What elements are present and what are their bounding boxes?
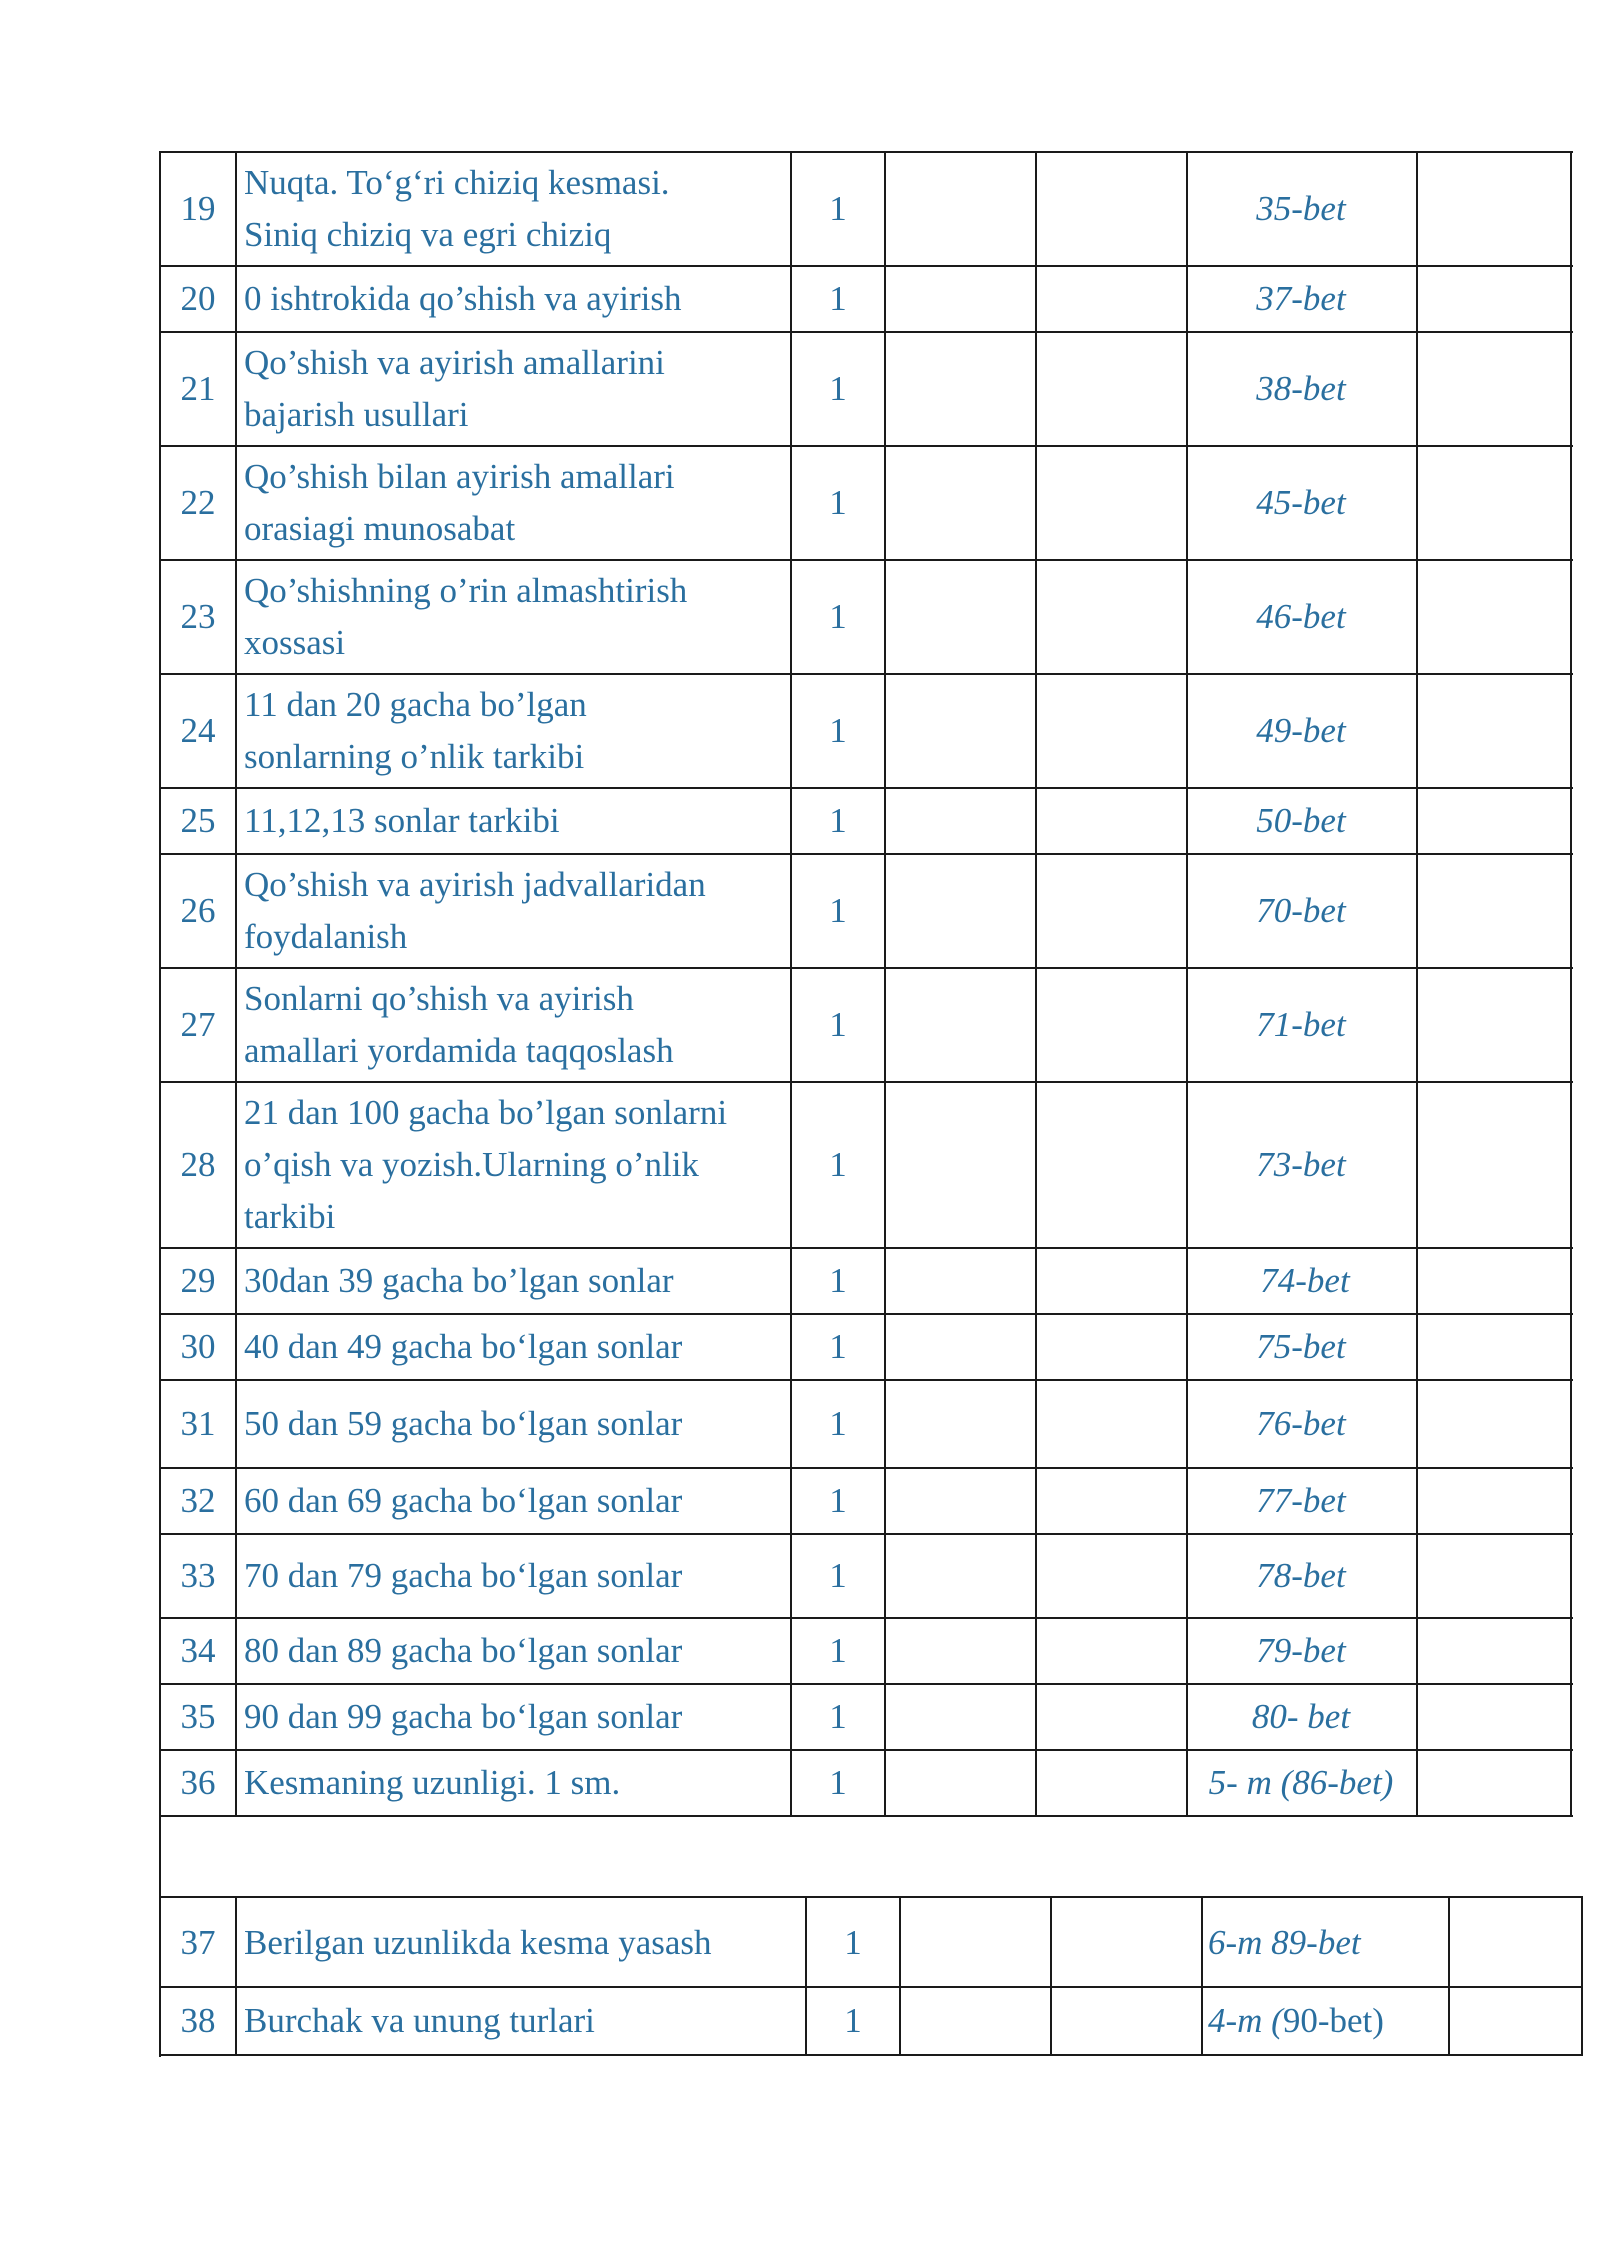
lesson-topic: Sonlarni qo’shish va ayirish amallari yordamida taqqoslash — [244, 979, 674, 1070]
row-number: 30 — [180, 1327, 216, 1366]
table-border — [159, 265, 1573, 267]
table-row — [0, 152, 1600, 266]
row-number: 28 — [180, 1145, 216, 1184]
page-reference: 76-bet — [1256, 1404, 1346, 1443]
table-border — [159, 1815, 1573, 1817]
table-border — [1448, 1896, 1450, 2056]
row-number: 32 — [180, 1481, 216, 1520]
page-reference: 45-bet — [1256, 483, 1346, 522]
table-border — [235, 151, 237, 1817]
table-border — [159, 673, 1573, 675]
page-reference: 75-bet — [1256, 1327, 1346, 1366]
lesson-topic: 80 dan 89 gacha bo‘lgan sonlar — [244, 1631, 683, 1670]
lesson-topic: 40 dan 49 gacha bo‘lgan sonlar — [244, 1327, 683, 1366]
table-border — [159, 1313, 1573, 1315]
row-number: 38 — [180, 2001, 216, 2040]
table-border — [159, 331, 1573, 333]
lesson-hours: 1 — [829, 1327, 847, 1366]
lesson-hours: 1 — [829, 1763, 847, 1802]
lesson-hours: 1 — [844, 2001, 862, 2040]
table-border — [159, 151, 1573, 153]
table-border — [1186, 151, 1188, 1817]
table-border — [159, 1896, 1583, 1898]
lesson-topic: Qo’shish va ayirish amallarini bajarish usullari — [244, 343, 665, 434]
table-border — [159, 559, 1573, 561]
table-border — [1201, 1896, 1203, 2056]
lesson-hours: 1 — [829, 1404, 847, 1443]
table-row — [0, 968, 1600, 1082]
table-row — [0, 560, 1600, 674]
row-number: 21 — [180, 369, 216, 408]
table-row — [0, 266, 1600, 332]
table-border — [1416, 151, 1418, 1817]
lesson-hours: 1 — [829, 279, 847, 318]
lesson-topic: 11 dan 20 gacha bo’lgan sonlarning o’nlik tarkibi — [244, 685, 587, 776]
lesson-hours: 1 — [829, 483, 847, 522]
lesson-topic: 60 dan 69 gacha bo‘lgan sonlar — [244, 1481, 683, 1520]
row-number: 26 — [180, 891, 216, 930]
table-border — [899, 1896, 901, 2056]
table-row — [0, 1684, 1600, 1750]
page-reference: 37-bet — [1256, 279, 1346, 318]
row-number: 22 — [180, 483, 216, 522]
table-border — [159, 1749, 1573, 1751]
table-row — [0, 1082, 1600, 1248]
lesson-topic: Kesmaning uzunligi. 1 sm. — [244, 1763, 621, 1802]
table-border — [159, 1467, 1573, 1469]
page-reference: 74-bet — [1260, 1261, 1350, 1300]
row-number: 31 — [180, 1404, 216, 1443]
table-border — [1050, 1896, 1052, 2056]
table-border — [159, 1247, 1573, 1249]
lesson-topic: 70 dan 79 gacha bo‘lgan sonlar — [244, 1556, 683, 1595]
table-border — [159, 2054, 1583, 2056]
lesson-hours: 1 — [829, 1261, 847, 1300]
page-reference: 71-bet — [1256, 1005, 1346, 1044]
page-reference: 77-bet — [1256, 1481, 1346, 1520]
page-reference: 49-bet — [1256, 711, 1346, 750]
lesson-hours: 1 — [829, 189, 847, 228]
lesson-topic: 90 dan 99 gacha bo‘lgan sonlar — [244, 1697, 683, 1736]
table-row — [0, 1618, 1600, 1684]
table-border — [159, 1081, 1573, 1083]
table-border — [790, 151, 792, 1817]
page-reference: 46-bet — [1256, 597, 1346, 636]
lesson-hours: 1 — [829, 1145, 847, 1184]
table-border — [159, 1379, 1573, 1381]
lesson-topic: 0 ishtrokida qo’shish va ayirish — [244, 279, 682, 318]
lesson-topic: Burchak va unung turlari — [244, 2001, 595, 2040]
page-reference: 5- m (86-bet) — [1208, 1763, 1394, 1802]
table-row — [0, 1750, 1600, 1816]
table-row — [0, 1898, 1600, 1988]
row-number: 37 — [180, 1923, 216, 1962]
table-row — [0, 674, 1600, 788]
table-row — [0, 332, 1600, 446]
lesson-topic: Qo’shish va ayirish jadvallaridan foydalanish — [244, 865, 706, 956]
lesson-hours: 1 — [829, 1481, 847, 1520]
lesson-hours: 1 — [829, 1005, 847, 1044]
lesson-topic: 11,12,13 sonlar tarkibi — [244, 801, 560, 840]
lesson-hours: 1 — [829, 891, 847, 930]
page-reference: 70-bet — [1256, 891, 1346, 930]
table-border — [159, 445, 1573, 447]
row-number: 35 — [180, 1697, 216, 1736]
lesson-hours: 1 — [829, 801, 847, 840]
lesson-topic: 21 dan 100 gacha bo’lgan sonlarni o’qish va yozish.Ularning o’nlik tarkibi — [244, 1093, 728, 1236]
lesson-hours: 1 — [829, 1631, 847, 1670]
lesson-hours: 1 — [829, 1556, 847, 1595]
row-number: 29 — [180, 1261, 216, 1300]
page-reference: 78-bet — [1256, 1556, 1346, 1595]
table-row — [0, 854, 1600, 968]
table-row — [0, 1988, 1600, 2054]
page-reference — [1202, 1988, 1448, 2054]
row-number: 20 — [180, 279, 216, 318]
table-row — [0, 788, 1600, 854]
page-reference: 38-bet — [1256, 369, 1346, 408]
table-row — [0, 1314, 1600, 1380]
table-row — [0, 1380, 1600, 1468]
table-row — [0, 1534, 1600, 1618]
page-reference-part: 4-m ( — [1208, 2001, 1283, 2040]
page-reference: 80- bet — [1251, 1697, 1351, 1736]
table-border — [1570, 151, 1572, 1817]
table-border — [805, 1896, 807, 2056]
page-reference: 6-m 89-bet — [1208, 1923, 1361, 1962]
table-border — [1581, 1896, 1583, 2056]
row-number: 23 — [180, 597, 216, 636]
row-number: 33 — [180, 1556, 216, 1595]
page-reference: 79-bet — [1256, 1631, 1346, 1670]
table-row — [0, 1468, 1600, 1534]
lesson-hours: 1 — [829, 369, 847, 408]
table-border — [159, 1533, 1573, 1535]
lesson-topic: Qo’shish bilan ayirish amallari orasiagi munosabat — [244, 457, 675, 548]
table-border — [159, 1986, 1583, 1988]
lesson-topic: Nuqta. To‘g‘ri chiziq kesmasi. Siniq chiziq va egri chiziq — [244, 163, 670, 254]
lesson-topic: Berilgan uzunlikda kesma yasash — [244, 1923, 712, 1962]
row-number: 34 — [180, 1631, 216, 1670]
row-number: 19 — [180, 189, 216, 228]
table-border — [159, 787, 1573, 789]
page-reference: 73-bet — [1256, 1145, 1346, 1184]
table-border — [159, 967, 1573, 969]
lesson-hours: 1 — [829, 597, 847, 636]
row-number: 36 — [180, 1763, 216, 1802]
page-reference-part: 90-bet) — [1282, 2001, 1384, 2040]
table-border — [159, 151, 161, 2057]
row-number: 24 — [180, 711, 216, 750]
lesson-hours: 1 — [829, 1697, 847, 1736]
lesson-topic: 50 dan 59 gacha bo‘lgan sonlar — [244, 1404, 683, 1443]
table-border — [159, 1683, 1573, 1685]
lesson-topic: Qo’shishning o’rin almashtirish xossasi — [244, 571, 688, 662]
page-reference: 35-bet — [1256, 189, 1346, 228]
row-number: 27 — [180, 1005, 216, 1044]
table-row — [0, 446, 1600, 560]
table-border — [884, 151, 886, 1817]
page-reference: 50-bet — [1256, 801, 1346, 840]
lesson-hours: 1 — [844, 1923, 862, 1962]
table-border — [159, 853, 1573, 855]
row-number: 25 — [180, 801, 216, 840]
table-border — [235, 1896, 237, 2056]
table-row — [0, 1248, 1600, 1314]
lesson-topic: 30dan 39 gacha bo’lgan sonlar — [244, 1261, 674, 1300]
table-border — [1035, 151, 1037, 1817]
lesson-hours: 1 — [829, 711, 847, 750]
table-border — [159, 1617, 1573, 1619]
